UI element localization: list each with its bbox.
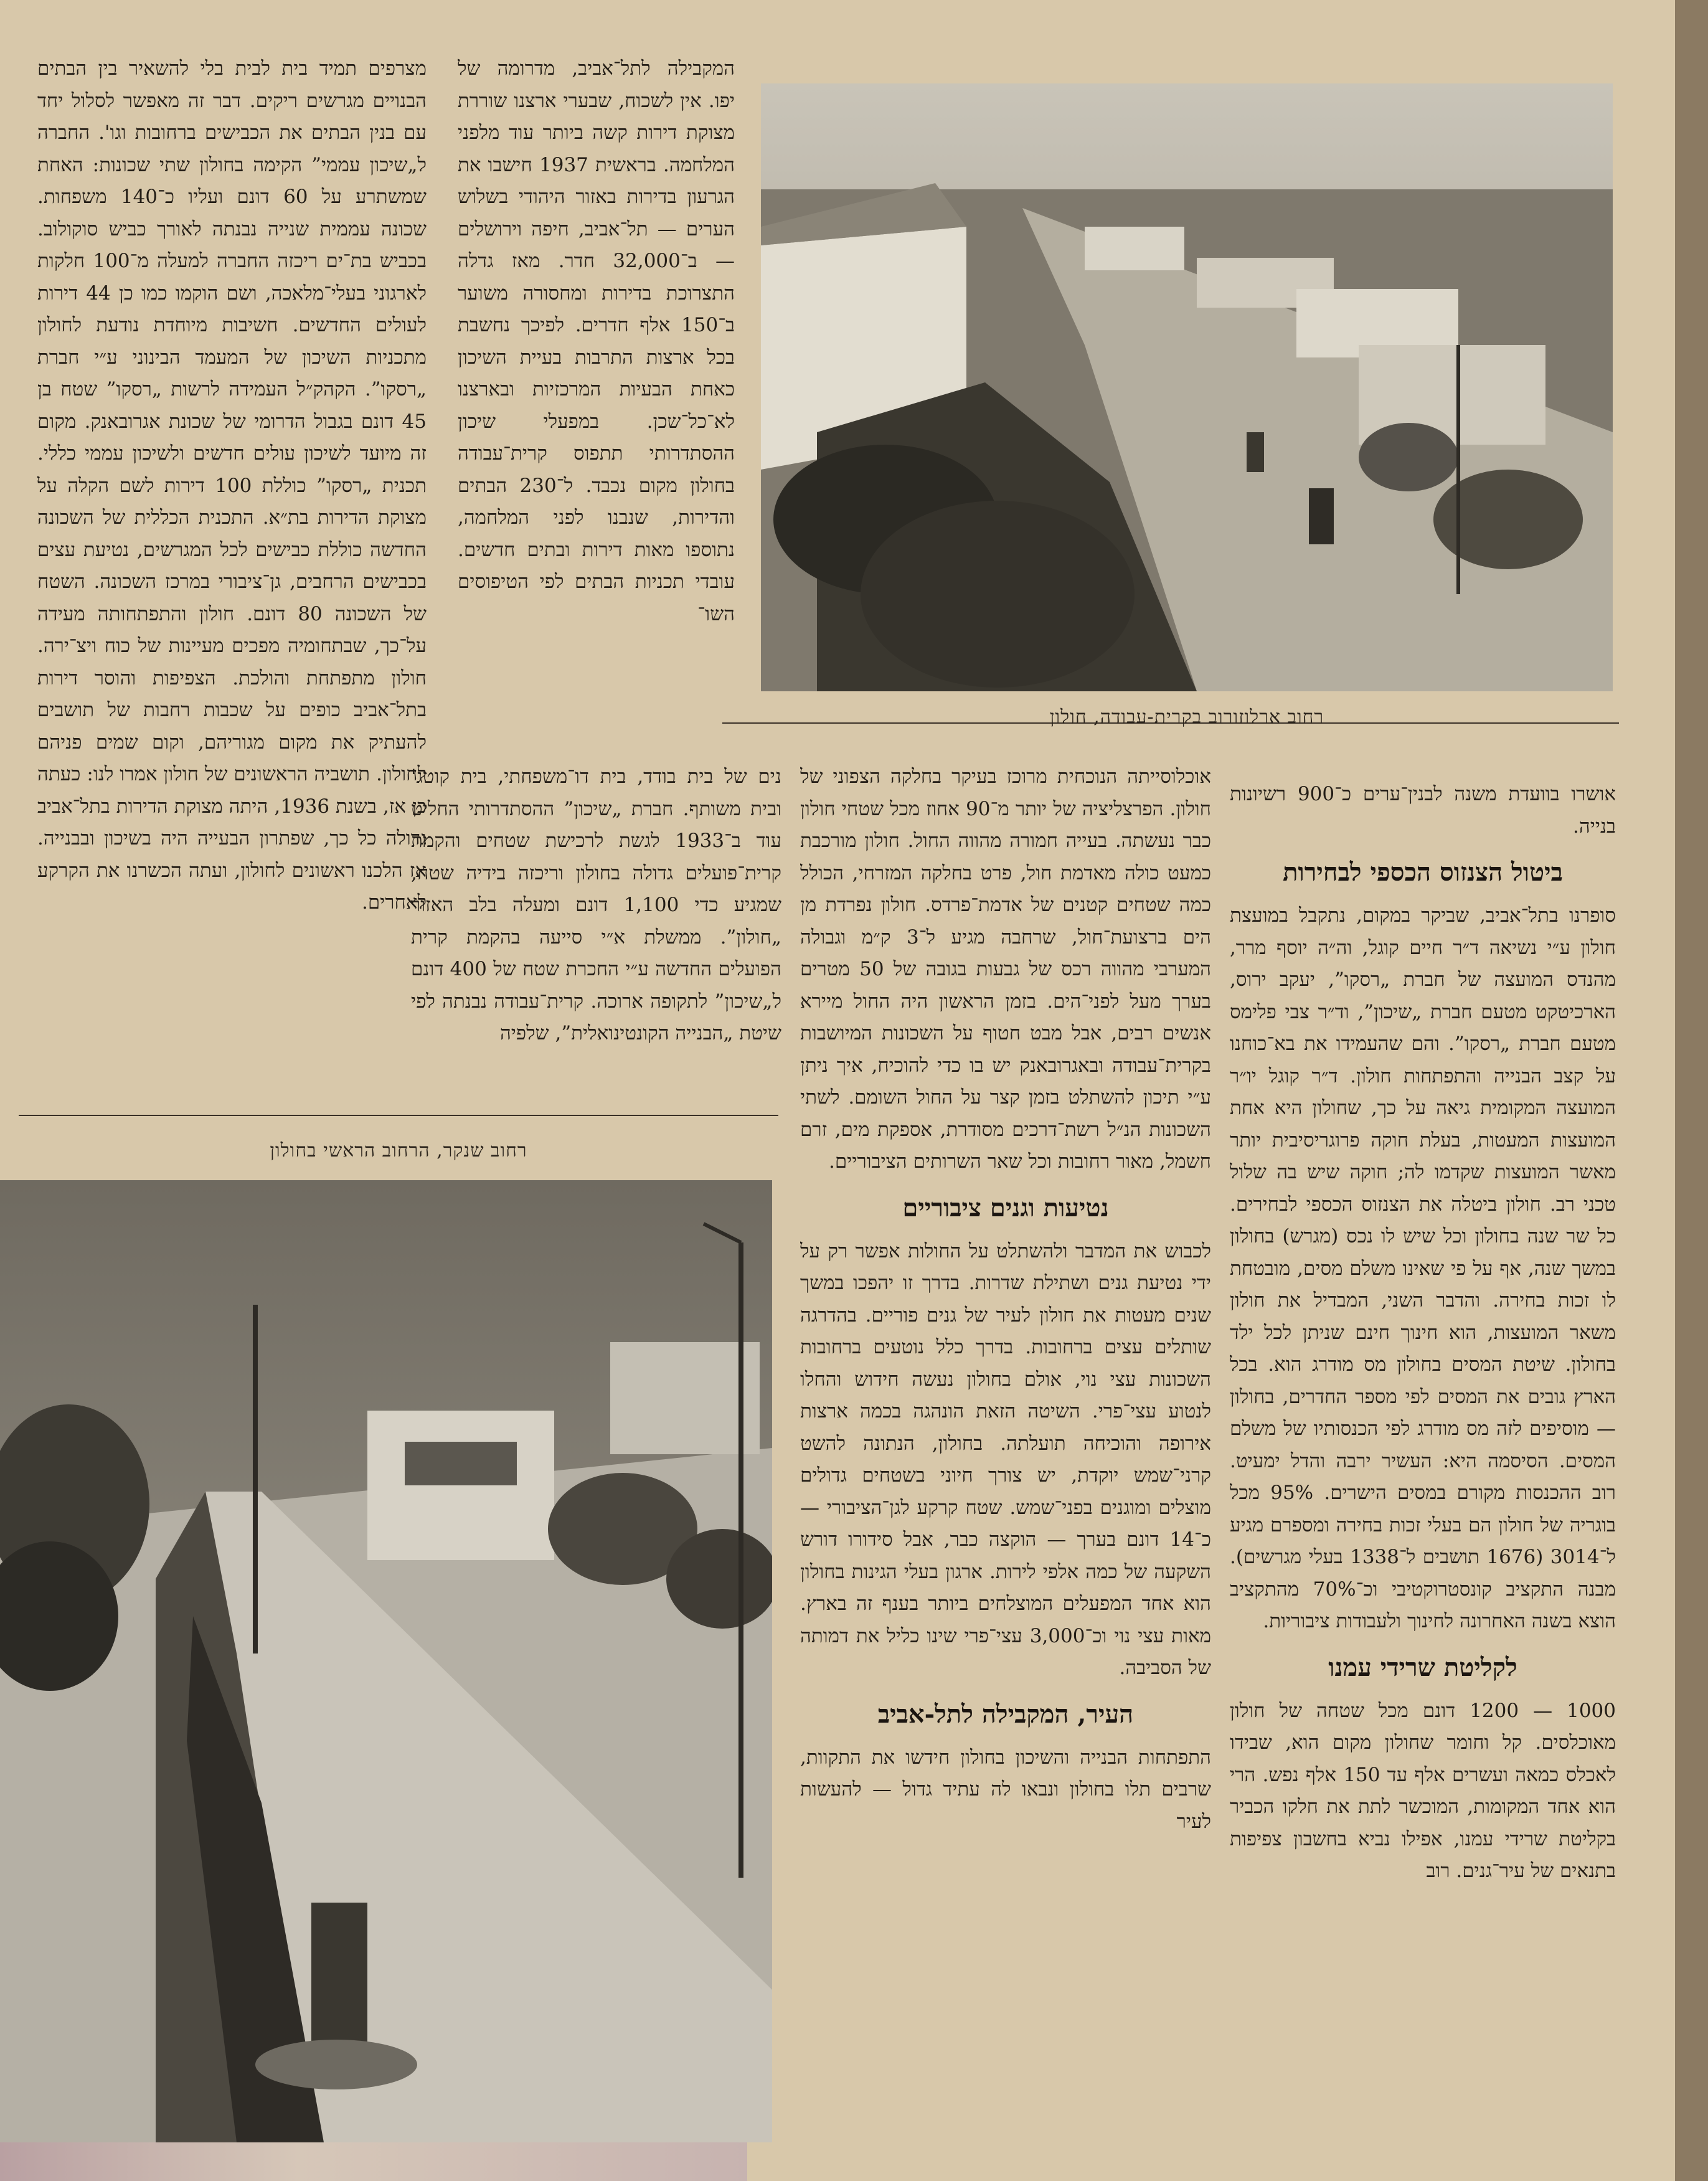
text-planting: לכבוש את המדבר ולהשתלט על החולות אפשר רק על ידי נטיעת גנים ושתילת שדרות. בדרך זו יהפכו במשך שנים מעטות את חולון לעיר של גנים פוריים. בהדרגה שותלים עצים ברחובות. בדרך כלל נוטעים ברחובות השכונות עצי נוי, אולם בחולון נעשה חידוש והחלו לנטוע עצי־פרי. השיטה הזאת הונהגה בכמה ארצות אירופה והוכיחה תועלתה. בחולון, הנתונה להשט קרני־שמש יוקדת, יש צורך חיוני בשטחים גדולים מוצלים ומוגנים בפני־שמש. שטח קרקע לגן־הציבורי — כ־14 דונם בערך — הוקצה כבר, אבל סידורו דורש השקעה של כמה אלפי לירות. ארגון בעלי הגינות בחולון הוא אחד המפעלים המוצלחים ביותר בענף זה בארץ. מאות עצי נוי וכ־3,000 עצי־פרי שינו כליל את דמותה של הסביבה. — [800, 1239, 1211, 1679]
column-upper-left — [37, 53, 427, 1102]
column-right — [1230, 778, 1616, 2111]
text-right-intro: אושרו בוועדת משנה לבנין־ערים כ־900 רשיונות בנייה. — [1230, 783, 1616, 838]
heading-absorb: לקליטת שרידי עמנו — [1328, 1652, 1517, 1682]
text-mid-left: נים של בית בודד, בית דו־משפחתי, בית קוטג' ובית משותף. חברת „שיכון” ההסתדרותי החליט עוד ב־1933 לגשת לרכישת שטחים והקמת קרית־פועלים גדולה בחולון וריכזה בידיה שטח, שמגיע כדי 1,100 דונם ומעלה בלב האזור „חולון”. ממשלת א״י סייעה בהקמת קרית הפועלים החדשה ע״י החכרת שטח של 400 דונם ל„שיכון” לתקופה ארוכה. קרית־עבודה נבנתה לפי שיטת „הבנייה הקונטינואלית”, שלפיה — [411, 765, 781, 1044]
heading-tax: ביטול הצנזוס הכספי לבחירות — [1283, 858, 1563, 887]
text-upper-middle: המקבילה לתל־אביב, מדרומה של יפו. אין לשכוח, שבערי ארצנו שוררת מצוקת דירות קשה ביותר עוד מלפני המלחמה. בראשית 1937 חישבו את הגרעון בדירות באזור היהודי בשלוש הערים — תל־אביב, חיפה וירושלים — ב־32,000 חדר. מאז גדלה התצרוכת בדירות ומחסורה משוער ב־150 אלף חדרים. לפיכך נחשבת בכל ארצות התרבות בעיית השיכון כאחת הבעיות המרכזיות ובארצנו לא־כל־שכן. במפעלי שיכון ההסתדרותי תתפוס קרית־עבודה בחולון מקום נכבד. ל־230 הבתים והדירות, שנבנו לפני המלחמה, נתוספו מאות דירות ובתים חדשים. עובדי תכניות הבתים לפי הטיפוסים השו־ — [458, 57, 735, 625]
text-center-top: אוכלוסייתה הנוכחית מרוכז בעיקר בחלקה הצפוני של חולון. הפרצליציה של יותר מ־90 אחוז מכל שטחי חולון כבר נעשתה. בעייה חמורה מהווה החול. חולון מורכבת כמעט כולה מאדמת חול, פרט בחלקה המזרחי, הכולל כמה שטחים קטנים של אדמת־פרדס. חולון נפרדת מן הים ברצועת־חול, שרחבה מגיע ל־3 ק״מ וגבולה המערבי מהווה רכס של גבעות בגובה של 50 מטרים בערך מעל לפני־הים. בזמן הראשון היה החול מיירא אנשים רבים, אבל מבט חטוף על השכונות המיושבות בקרית־עבודה ובאגרובאנק יש בו כדי להוכיח, איך ניתן ע״י תיכון להשתלט בזמן קצר על החול השומם. לשתי השכונות הנ״ל רשת־דרכים מסודרת, אספקת מים, זרם חשמל, מאור רחובות וכל שאר השרותים הציבוריים. — [800, 765, 1211, 1173]
column-mid-left — [411, 761, 781, 1107]
text-tax: סופרנו בתל־אביב, שביקר במקום, נתקבל במועצת חולון ע״י נשיאה ד״ר חיים קוגל, וה״ה יוסף מרר, מהנדס המועצה של חברת „רסקו”, יעקב ירוס, הארכיטקט מטעם חברת „שיכון”, וד״ר צבי פלימס מטעם חברת „רסקו”. והם שהעמידו את בא־כוחנו על קצב הבנייה והתפתחות חולון. ד״ר קוגל יו״ר המועצה המקומית גיאה על כך, שחולון היא אחת המועצות המעטות, בעלת חוקה פרוגריסיבית יותר מאשר המועצות שקדמו לה; חוקה שיש בה שלול טכני רב. חולון ביטלה את הצנזוס הכספי לבחירים. כל שר שנה בחולון וכל שיש לו נכס (מגרש) בחולון במשך שנה, אף על פי שאינו משלם מסים, מובטחת לו זכות בחירה. והדבר השני, המבדיל את חולון משאר המועצות, הוא חינוך חינם שניתן לכל ילד בחולון. שיטת המסים בחולון מס מודרג הוא. בכל הארץ גובים את המסים לפי מספר החדרים, בחולון — מוסיפים לזה מס מודרג לפי הכנסותיו של משלם המסים. הסיסמה היא: העשיר ירבה והדל ימעיט. רוב ההכנסות מקורם במסים הישרים. 95% מכל בוגריה של חולון הם בעלי זכות בחירה ומספרם מגיע ל־3014 (1676 תושבים ל־1338 בעלי מגרשים). מבנה התקציב קונסטרוקטיבי וכ־70% מהתקציב הוצא בשנה האחרונה לחינוך ולעבודות ציבוריות. — [1230, 904, 1616, 1632]
text-absorb: 1000 — 1200 דונם מכל שטחה של חולון מאוכלסים. קל וחומר שחולון מקום הוא, שבידו לאכלס כמאה ועשרים אלף עד 150 אלף נפש. הרי הוא אחד המקומות, המוכשר לתת את חלקו הכביר בקליטת שרידי עמנו, אפילו נביא בחשבון צפיפות בתנאים של עיר־גנים. רוב — [1230, 1699, 1616, 1882]
caption-bottom-photo: רחוב שנקר, הרחוב הראשי בחולון — [270, 1140, 527, 1161]
photo-shenkar-street — [0, 1180, 772, 2142]
heading-city: העיר, המקבילה לתל-אביב — [877, 1699, 1134, 1729]
column-center — [800, 761, 1211, 2094]
street-photo-art — [761, 83, 1613, 691]
caption-rule-bottom — [19, 1115, 778, 1116]
caption-top-photo: רחוב ארלוזורוב בקרית-עבודה, חולון — [1049, 706, 1324, 728]
text-upper-left: מצרפים תמיד בית לבית בלי להשאיר בין הבתים הבנויים מגרשים ריקים. דבר זה מאפשר לסלול יחד עם בנין הבתים את הכבישים ברחובות וגו'. החברה ל„שיכון עממי” הקימה בחולון שתי שכונות: האחת שמשתרע על 60 דונם ועליו כ־140 משפחות. שכונה עממית שנייה נבנתה לאורך כביש סוקולוב. בכביש בת־ים ריכזה החברה למעלה מ־100 חלקות לארגוני בעלי־מלאכה, ושם הוקמו כמו כן 44 דירות לעולים החדשים. חשיבות מיוחדת נודעת לחולון מתכניות השיכון של המעמד הבינוני ע״י חברת „רסקו”. הקהק״ל העמידה לרשות „רסקו” שטח בן 45 דונם בגבול הדרומי של שכונת אגרובאנק. מקום זה מיועד לשיכון עולים חדשים ולשיכון עממי כללי. תכנית „רסקו” כוללת 100 דירות לשם הקלה על מצוקת הדירות בת״א. התכנית הכללית של השכונה החדשה כוללת כבישים לכל המגרשים, נטיעת עצים בכבישים הרחבים, גן־ציבורי במרכז השכונה. השטח של השכונה 80 דונם. חולון והתפתחותה מעידה על־כך, שבתחומיה מפכים מעיינות של כוח ויצ־ירה. חולון מתפתחת והולכת. הצפיפות והוסר דירות בתל־אביב כופים על שכבות רחבות של תושבים להעתיק את מקום מגוריהם, וקום שמים פניהם לחולון. תושביה הראשונים של חולון אמרו לנו: כעתה כן אז, בשנת 1936, היתה מצוקת הדירות בתל־אביב גדולה כל כך, שפתרון הבעייה היה בשיכון ובבנייה. אז הלכנו ראשונים לחולון, ועתה הכשרנו את הקרקע לאחרים. — [37, 57, 427, 914]
page-edge-shadow — [1675, 0, 1708, 2181]
heading-planting: נטיעות וגנים ציבוריים — [902, 1193, 1109, 1223]
table-surface-strip — [0, 2142, 747, 2181]
text-city: התפתחות הבנייה והשיכון בחולון חידשו את התקוות, שרבים תלו בחולון ונבאו לה עתיד גדול — להעשות לעיר — [800, 1746, 1211, 1833]
photo-arlozorov-street — [761, 83, 1613, 691]
column-upper-middle — [458, 53, 735, 738]
shenkar-photo-art — [0, 1180, 772, 2142]
